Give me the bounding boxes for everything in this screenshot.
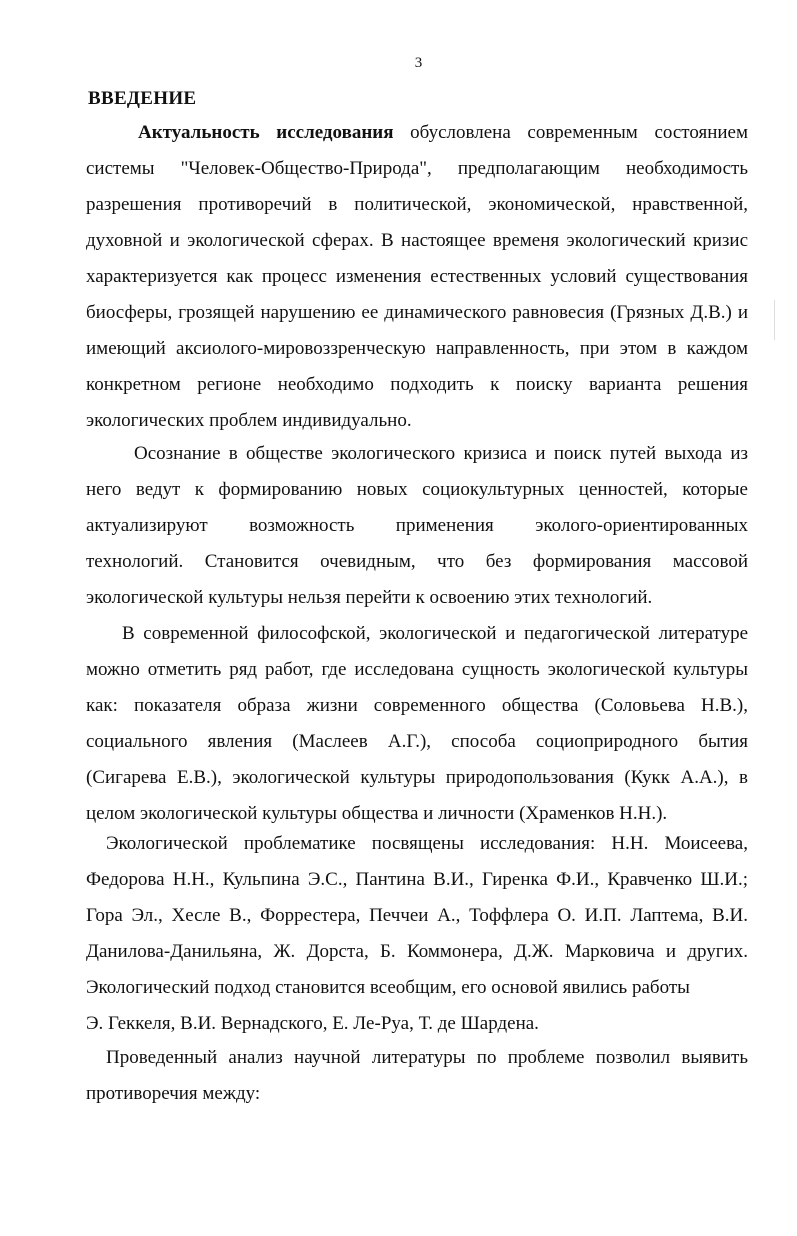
text-line: технологий. Становится очевидным, что без формирования массовой xyxy=(86,551,748,572)
text-line: разрешения противоречий в политической, экономической, нравственной, xyxy=(86,194,748,215)
text-line: него ведут к формированию новых социокультурных ценностей, которые xyxy=(86,479,748,500)
text-line: актуализируют возможность применения эколого-ориентированных xyxy=(86,515,748,536)
page-number: 3 xyxy=(414,55,423,71)
paragraph-relevance xyxy=(86,115,748,439)
text-line: экологической культуры нельзя перейти к освоению этих технологий. xyxy=(86,587,653,608)
text-line: можно отметить ряд работ, где исследована сущность экологической культуры xyxy=(86,659,748,680)
text-span: обусловлена современным состоянием xyxy=(410,122,749,143)
text-line: Осознание в обществе экологического кризиса и поиск путей выхода из xyxy=(134,443,748,464)
text-line: Экологический подход становится всеобщим, его основой явились работы xyxy=(86,977,690,998)
bold-term: Актуальность исследования xyxy=(138,122,394,143)
text-line: В современной философской, экологической и педагогической литературе xyxy=(122,623,748,644)
paragraph-awareness xyxy=(86,436,748,616)
text-line: Федорова Н.Н., Кульпина Э.С., Пантина В.И., Гиренка Ф.И., Кравченко Ш.И.; xyxy=(86,869,748,890)
text-line: Гора Эл., Хесле В., Форрестера, Печчеи А., Тоффлера О. И.П. Лаптема, В.И. xyxy=(86,905,748,926)
text-line: Данилова-Данильяна, Ж. Дорста, Б. Коммонера, Д.Ж. Марковича и других. xyxy=(86,941,748,962)
text-line: (Сигарева Е.В.), экологической культуры природопользования (Кукк А.А.), в xyxy=(86,767,748,788)
text-line: экологических проблем индивидуально. xyxy=(86,410,412,431)
paragraph-research xyxy=(86,826,748,1042)
text-line: духовной и экологической сферах. В настоящее временя экологический кризис xyxy=(86,230,748,251)
paragraph-analysis xyxy=(86,1040,748,1112)
text-line: Проведенный анализ научной литературы по проблеме позволил выявить xyxy=(106,1047,748,1068)
text-line: как: показателя образа жизни современного общества (Соловьева Н.В.), xyxy=(86,695,748,716)
text-line: целом экологической культуры общества и личности (Храменков Н.Н.). xyxy=(86,803,668,824)
text-line: биосферы, грозящей нарушению ее динамического равновесия (Грязных Д.В.) и xyxy=(86,302,748,323)
text-line: социального явления (Маслеев А.Г.), способа социоприродного бытия xyxy=(86,731,748,752)
text-line: характеризуется как процесс изменения естественных условий существования xyxy=(86,266,748,287)
text-line: Э. Геккеля, В.И. Вернадского, Е. Ле-Руа, Т. де Шардена. xyxy=(86,1013,539,1034)
section-heading: ВВЕДЕНИЕ xyxy=(88,88,197,109)
text-line: противоречия между: xyxy=(86,1083,261,1104)
scan-margin-mark xyxy=(774,300,775,340)
text-line: системы "Человек-Общество-Природа", предполагающим необходимость xyxy=(86,158,748,179)
text-line xyxy=(86,115,748,151)
text-line: конкретном регионе необходимо подходить к поиску варианта решения xyxy=(86,374,748,395)
text-line: Экологической проблематике посвящены исследования: Н.Н. Моисеева, xyxy=(106,833,748,854)
text-line: имеющий аксиолого-мировоззренческую направленность, при этом в каждом xyxy=(86,338,748,359)
paragraph-literature xyxy=(86,616,748,832)
